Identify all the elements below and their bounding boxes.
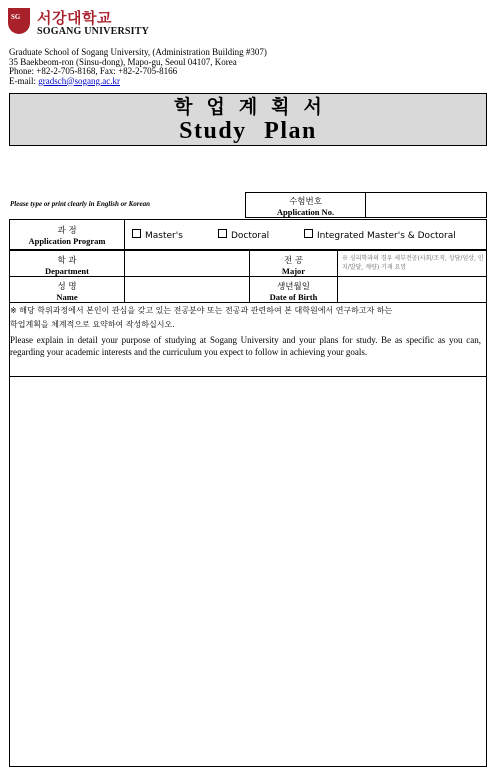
major-label-cell [249,250,338,277]
name-korean: 성 명 [57,282,77,292]
masters-checkbox[interactable] [132,229,141,238]
application-no-korean: 수험번호 [289,197,322,207]
option-label: Master's [145,231,183,241]
name-label-cell [9,276,125,303]
department-field[interactable] [124,250,250,277]
name-english: Name [56,292,78,302]
email-label: E-mail: [9,75,36,86]
university-logo [8,8,30,34]
major-korean: 전 공 [283,256,304,266]
dob-label-cell [249,276,338,303]
study-plan-writing-area[interactable] [9,376,487,767]
dob-field[interactable] [337,276,487,303]
option-integrated[interactable] [304,229,456,241]
major-note: ※ 심리학과의 경우 세부전공(사회/조직, 상담/임상, 인지/발달, 계량) 기재 요망 [342,255,484,271]
email-line [9,77,267,87]
address-line: 35 Baekbeom-ron (Sinsu-dong), Mapo-gu, Seoul 04107, Korea [9,56,237,67]
korean-instruction-line: 학업계획을 체계적으로 요약하여 작성하십시오. [10,320,175,329]
major-english: Major [281,266,306,276]
address-block [9,48,267,86]
department-english: Department [45,266,89,276]
program-options-cell [124,219,487,250]
major-field[interactable] [337,250,487,277]
logo-english-text: SOGANG UNIVERSITY [37,26,150,37]
title-english: Study Plan [179,118,317,144]
dob-korean: 생년월일 [277,282,310,292]
option-doctoral[interactable] [218,229,269,241]
doctoral-checkbox[interactable] [218,229,227,238]
korean-instruction-line: ※ 해당 학위과정에서 본인이 관심을 갖고 있는 전공분야 또는 전공과 관련하여 본 대학원에서 연구하고자 하는 [10,306,393,315]
email-link[interactable]: gradsch@sogang.ac.kr [38,75,121,86]
name-field[interactable] [124,276,250,303]
option-label: Integrated Master's & Doctoral [317,231,456,241]
application-no-field[interactable] [365,192,487,218]
application-no-label-cell [245,192,366,218]
option-masters[interactable] [132,229,183,241]
phone-line: Phone: +82-2-705-8168, Fax: +82-2-705-8166 [9,66,178,76]
form-instruction: Please type or print clearly in English or Korean [10,200,151,208]
program-label-cell [9,219,125,250]
department-label-cell [9,250,125,277]
logo-korean-text: 서강대학교 [37,9,112,27]
title-korean: 학업계획서 [174,96,336,118]
integrated-checkbox[interactable] [304,229,313,238]
title-box [9,93,487,146]
application-no-english: Application No. [276,207,335,217]
address-line: Graduate School of Sogang University, (Administration Building #307) [9,47,267,57]
program-english: Application Program [28,236,106,246]
department-korean: 학 과 [57,256,77,266]
option-label: Doctoral [231,231,270,241]
program-korean: 과 정 [57,226,77,236]
dob-english: Date of Birth [269,292,318,302]
english-instruction: Please explain in detail your purpose of studying at Sogang University and your plans for study. Be as specific as you can, regarding your academic interests and the curriculum you expect to follow in achieving your goals. [10,335,481,357]
logo-mark: SG [11,13,21,21]
